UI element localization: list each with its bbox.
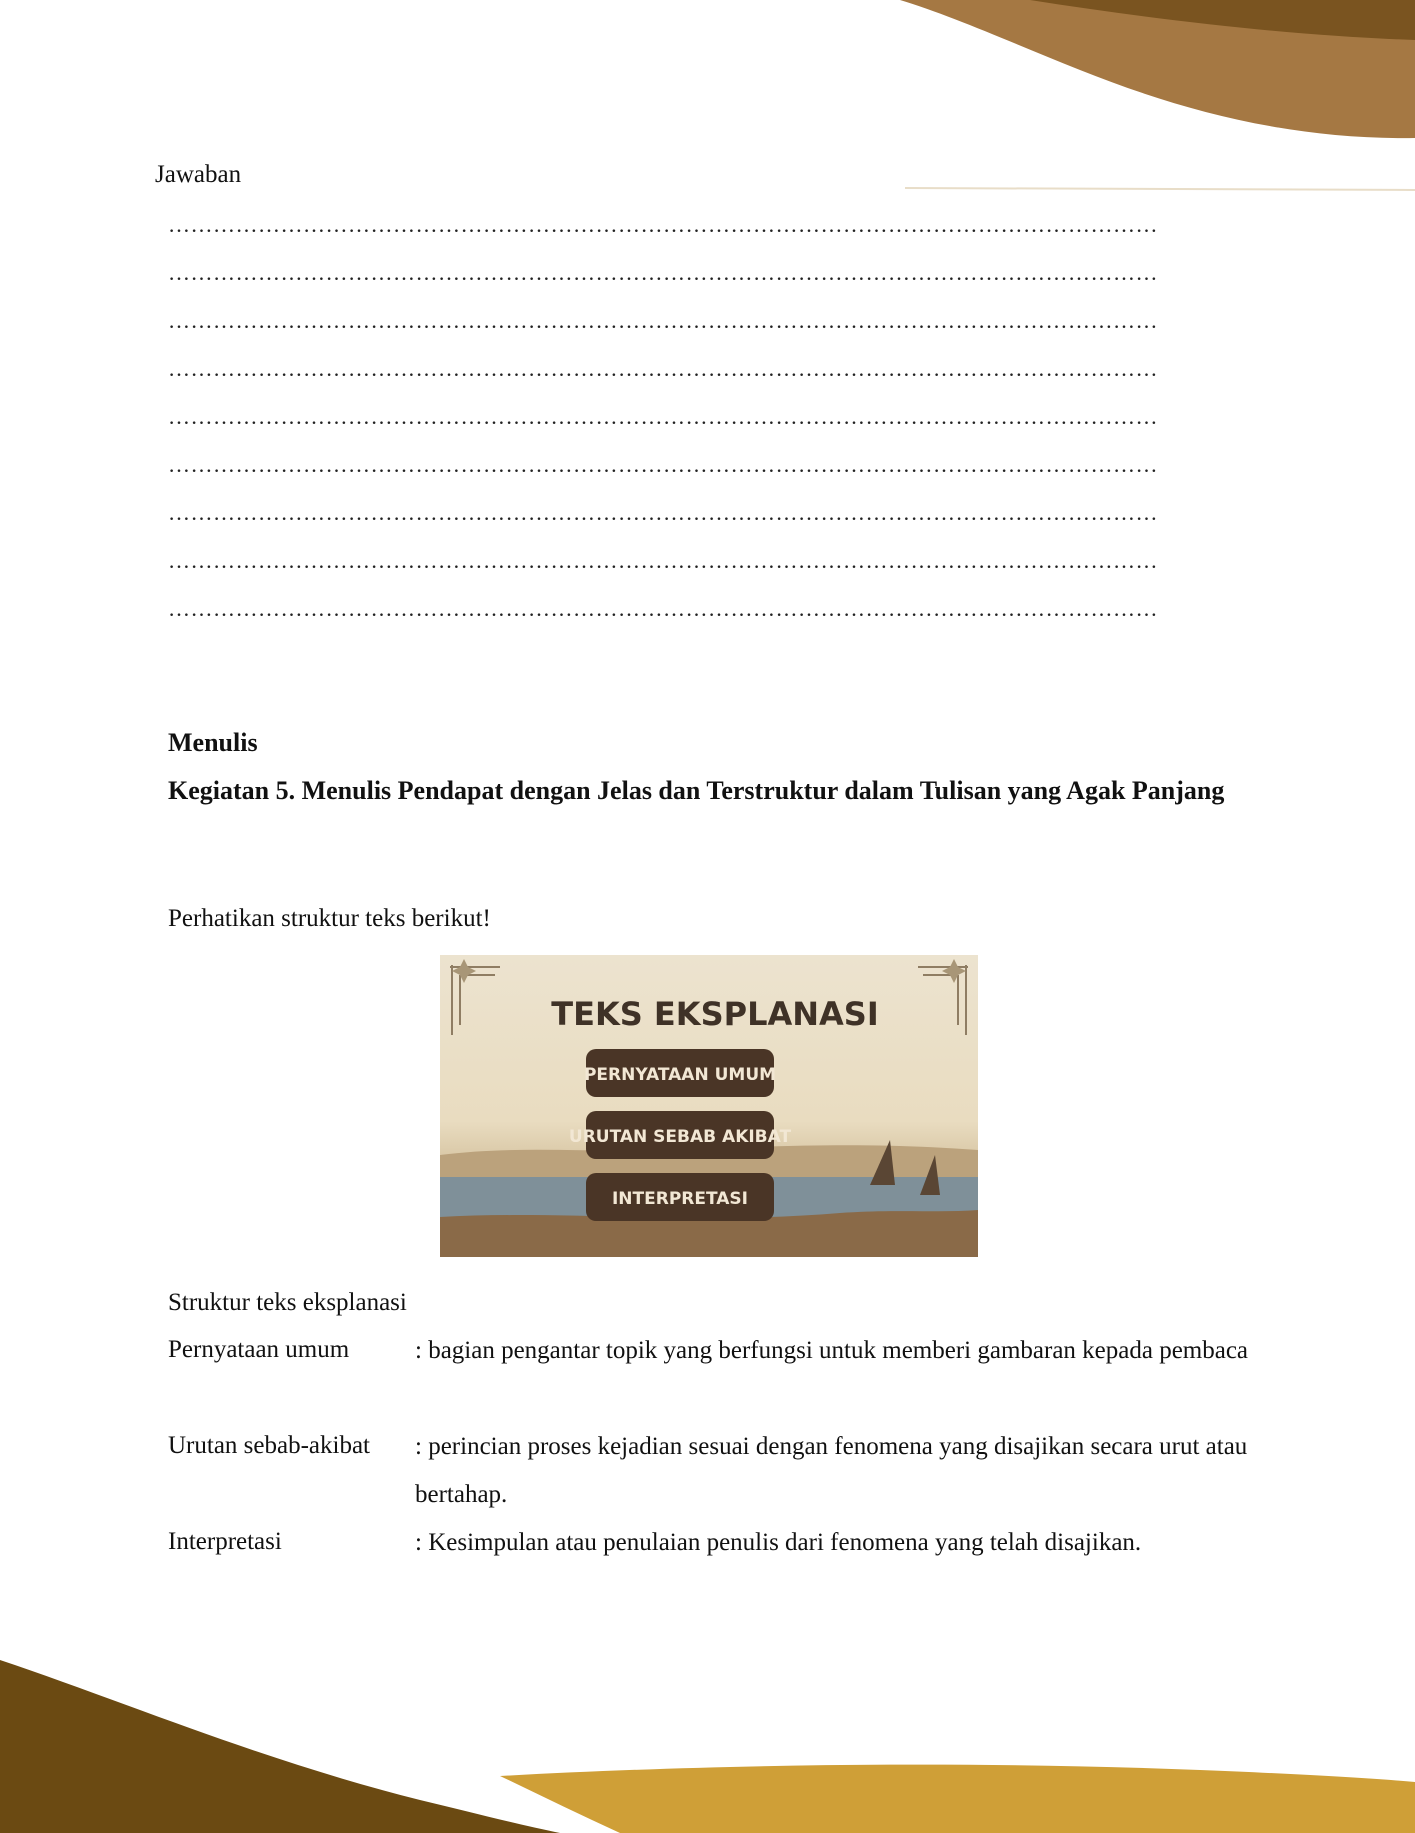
answer-line-6: …………………………………………………………………………………………………………………… (168, 452, 1158, 477)
activity-title: Kegiatan 5. Menulis Pendapat dengan Jelas dan Terstruktur dalam Tulisan yang Agak Panjang (168, 776, 1225, 805)
answer-line-3: …………………………………………………………………………………………………………………… (168, 308, 1158, 333)
teks-eksplanasi-illustration (440, 955, 978, 1257)
structure-desc-interpretasi: : Kesimpulan atau penulaian penulis dari fenomena yang telah disajikan. (415, 1529, 1142, 1556)
section-heading: Menulis (168, 728, 258, 757)
structure-label-pernyataan: Pernyataan umum (168, 1336, 350, 1363)
structure-label-interpretasi: Interpretasi (168, 1528, 282, 1555)
answer-label: Jawaban (155, 161, 242, 188)
structure-desc-urutan: : perincian proses kejadian sesuai dengan fenomena yang disajikan secara urut atau bertahap. (415, 1433, 1248, 1508)
answer-line-9: …………………………………………………………………………………………………………………… (168, 596, 1158, 621)
pill-label-3: INTERPRETASI (611, 1189, 749, 1209)
pill-label-1: PERNYATAAN UMUM (583, 1065, 777, 1085)
answer-line-4: …………………………………………………………………………………………………………………… (168, 356, 1158, 381)
answer-line-5: …………………………………………………………………………………………………………………… (168, 404, 1158, 429)
pill-label-2: URUTAN SEBAB AKIBAT (568, 1127, 792, 1147)
illustration-title: TEKS EKSPLANASI (551, 995, 879, 1033)
answer-line-7: …………………………………………………………………………………………………………………… (168, 500, 1158, 525)
answer-line-1: …………………………………………………………………………………………………………………… (168, 212, 1158, 237)
answer-line-8: …………………………………………………………………………………………………………………… (168, 548, 1158, 573)
structure-label-urutan: Urutan sebab-akibat (168, 1432, 371, 1459)
instruction-text: Perhatikan struktur teks berikut! (168, 905, 491, 932)
structure-heading: Struktur teks eksplanasi (168, 1289, 407, 1316)
answer-line-2: …………………………………………………………………………………………………………………… (168, 260, 1158, 285)
structure-desc-pernyataan: : bagian pengantar topik yang berfungsi untuk memberi gambaran kepada pembaca (415, 1337, 1249, 1364)
